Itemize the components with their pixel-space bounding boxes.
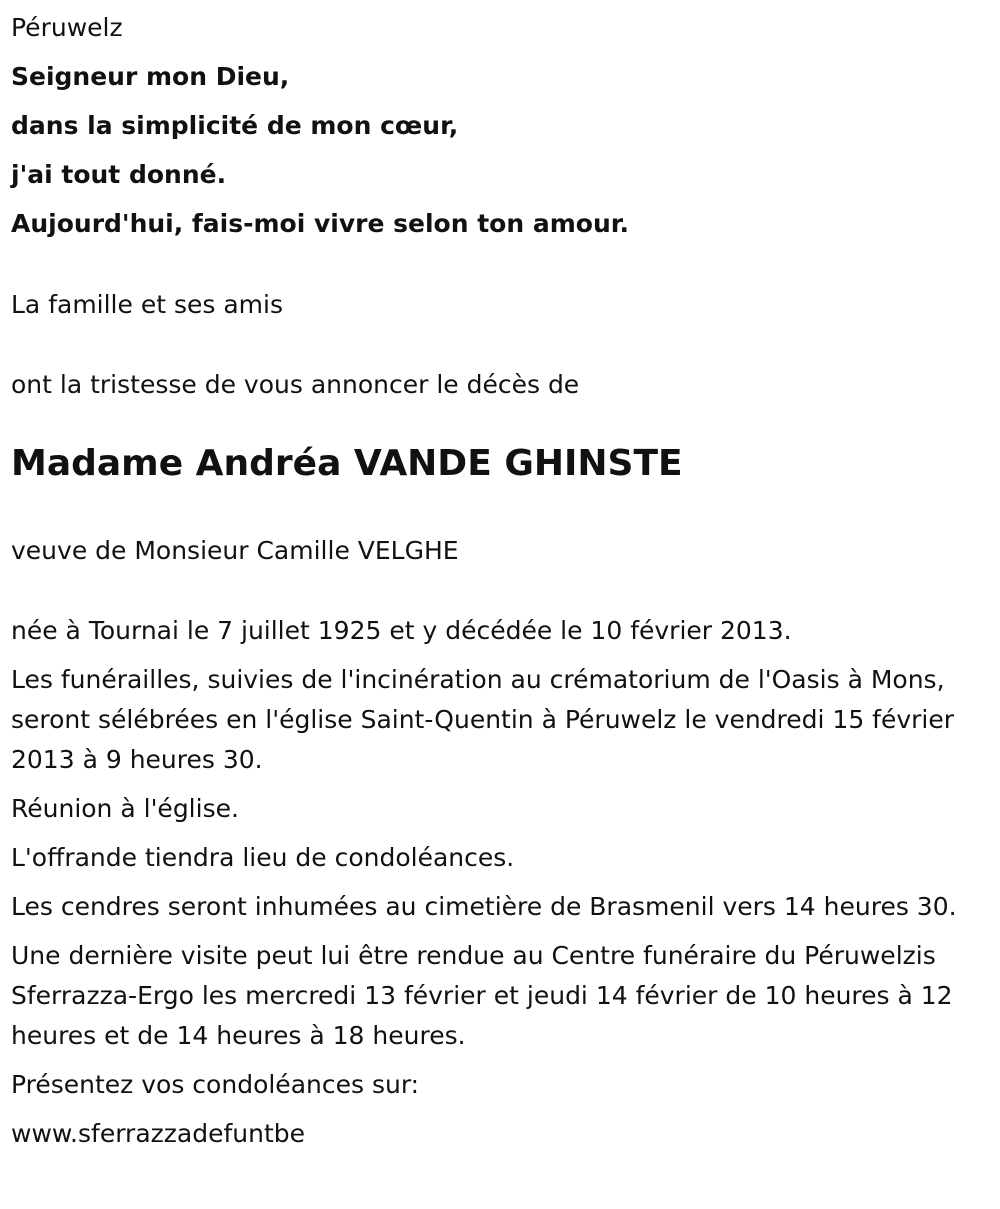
verse-line: dans la simplicité de mon cœur, xyxy=(11,111,459,140)
ashes-text: Les cendres seront inhumées au cimetière de Brasmenil vers 14 heures 30. xyxy=(11,892,957,921)
funeral-text: Les funérailles, suivies de l'incinération au crématorium de l'Oasis à Mons, seront sélébrées en l'église Saint-Quentin à Péruwelz le vendredi 15 février 2013 à 9 heures 30. xyxy=(11,665,955,774)
visit-text: Une dernière visite peut lui être rendue au Centre funéraire du Péruwelzis Sferrazza-Ergo les mercredi 13 février et jeudi 14 février de 10 heures à 12 heures et de 14 heures à 18 heures. xyxy=(11,941,953,1050)
location-text: Péruwelz xyxy=(11,13,123,42)
birth-death-text: née à Tournai le 7 juillet 1925 et y décédée le 10 février 2013. xyxy=(11,616,792,645)
offering-text: L'offrande tiendra lieu de condoléances. xyxy=(11,843,515,872)
deceased-name: Madame Andréa VANDE GHINSTE xyxy=(11,443,683,484)
spouse-text: veuve de Monsieur Camille VELGHE xyxy=(11,536,459,565)
verse-line: j'ai tout donné. xyxy=(11,160,227,189)
condolences-label: Présentez vos condoléances sur: xyxy=(11,1070,420,1099)
meeting-text: Réunion à l'église. xyxy=(11,794,239,823)
family-text: La famille et ses amis xyxy=(11,290,283,319)
announcement-text: ont la tristesse de vous annoncer le décès de xyxy=(11,370,580,399)
website-link[interactable]: www.sferrazzadefuntbe xyxy=(11,1119,305,1148)
verse-line: Aujourd'hui, fais-moi vivre selon ton amour. xyxy=(11,209,630,238)
verse-block xyxy=(11,57,988,244)
verse-line: Seigneur mon Dieu, xyxy=(11,62,290,91)
